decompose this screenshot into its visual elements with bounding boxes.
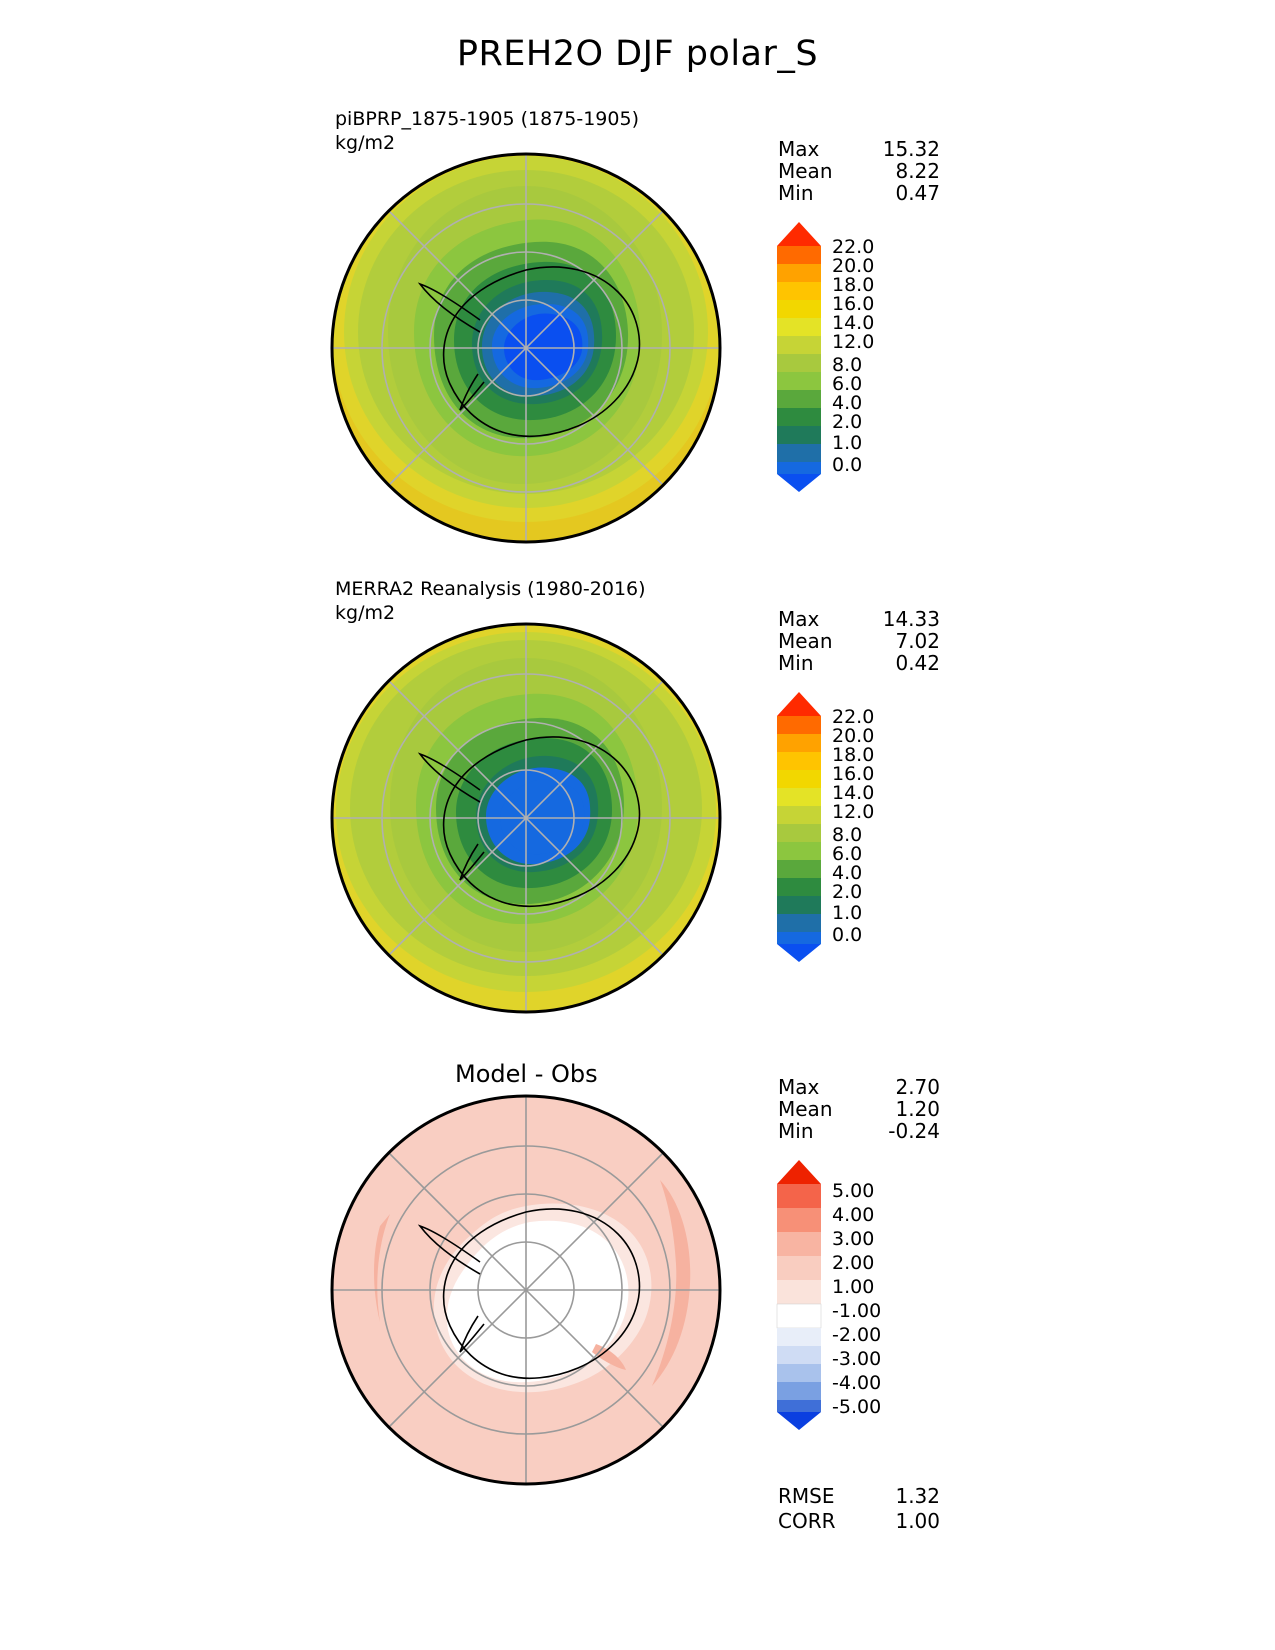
cbar-tick: 1.0	[832, 902, 863, 924]
cbar-tick: 1.0	[832, 432, 863, 454]
stat-mean-label: Mean	[778, 629, 833, 653]
panel-diff-metrics	[778, 1484, 940, 1534]
colorbar-diff-svg[interactable]	[775, 1160, 823, 1430]
polar-map-diff	[330, 1094, 722, 1486]
panel-obs-title: MERRA2 Reanalysis (1980-2016)	[335, 578, 646, 600]
cbar-tick: 2.00	[832, 1252, 875, 1274]
colorbar-diff[interactable]	[775, 1160, 823, 1434]
cbar-tick: -5.00	[832, 1396, 882, 1418]
colorbar-diff-labels	[832, 1160, 912, 1430]
cbar-tick: 0.0	[832, 454, 863, 476]
metric-corr-label: CORR	[778, 1509, 836, 1533]
cbar-tick: -2.00	[832, 1324, 882, 1346]
stat-max-value: 14.33	[882, 607, 940, 631]
cbar-tick: 16.0	[832, 763, 875, 785]
cbar-tick: 8.0	[832, 824, 863, 846]
panel-diff-title: Model - Obs	[455, 1060, 598, 1088]
panel-model-title: piBPRP_1875-1905 (1875-1905)	[335, 108, 639, 130]
cbar-tick: 16.0	[832, 293, 875, 315]
stat-max-value: 2.70	[895, 1075, 940, 1099]
metric-rmse-label: RMSE	[778, 1484, 835, 1508]
stat-min-label: Min	[778, 1119, 814, 1143]
stat-min-label: Min	[778, 181, 814, 205]
cbar-tick: 4.0	[832, 862, 863, 884]
polar-map-diff-svg	[330, 1094, 722, 1486]
panel-model-units: kg/m2	[335, 132, 396, 154]
cbar-tick: 6.0	[832, 843, 863, 865]
panel-diff-stats	[778, 1076, 940, 1142]
metric-corr-value: 1.00	[895, 1509, 940, 1533]
cbar-tick: 12.0	[832, 801, 875, 823]
stat-max-value: 15.32	[882, 137, 940, 161]
stat-mean-value: 1.20	[895, 1097, 940, 1121]
stat-min-row	[778, 1120, 940, 1142]
cbar-tick: -4.00	[832, 1372, 882, 1394]
cbar-tick: 2.0	[832, 411, 863, 433]
map-graticule-diff	[332, 1096, 720, 1484]
cbar-tick: -1.00	[832, 1300, 882, 1322]
stat-mean-label: Mean	[778, 1097, 833, 1121]
cbar-tick: 12.0	[832, 331, 875, 353]
stat-min-value: 0.42	[895, 651, 940, 675]
cbar-tick: 20.0	[832, 255, 875, 277]
panel-obs-units: kg/m2	[335, 602, 396, 624]
stat-min-value: -0.24	[888, 1119, 940, 1143]
stat-min-value: 0.47	[895, 181, 940, 205]
cbar-tick: 8.0	[832, 354, 863, 376]
cbar-tick: 0.0	[832, 924, 863, 946]
cbar-tick: 3.00	[832, 1228, 875, 1250]
stat-mean-value: 8.22	[895, 159, 940, 183]
metric-rmse-row	[778, 1484, 940, 1509]
stat-max-label: Max	[778, 607, 820, 631]
stat-max-label: Max	[778, 137, 820, 161]
stat-mean-label: Mean	[778, 159, 833, 183]
stat-mean-value: 7.02	[895, 629, 940, 653]
cbar-tick: 14.0	[832, 312, 875, 334]
cbar-tick: -3.00	[832, 1348, 882, 1370]
cbar-tick: 2.0	[832, 881, 863, 903]
cbar-tick: 20.0	[832, 725, 875, 747]
page-title: PREH2O DJF polar_S	[456, 34, 819, 74]
cbar-tick: 22.0	[832, 236, 875, 258]
cbar-tick: 14.0	[832, 782, 875, 804]
stat-mean-row	[778, 1098, 940, 1120]
metric-corr-row	[778, 1509, 940, 1534]
metric-rmse-value: 1.32	[895, 1484, 940, 1508]
cbar-tick: 5.00	[832, 1180, 875, 1202]
cbar-tick: 1.00	[832, 1276, 875, 1298]
stat-max-row	[778, 1076, 940, 1098]
stat-min-label: Min	[778, 651, 814, 675]
cbar-tick: 4.0	[832, 392, 863, 414]
cbar-tick: 4.00	[832, 1204, 875, 1226]
stat-max-label: Max	[778, 1075, 820, 1099]
cbar-tick: 22.0	[832, 706, 875, 728]
cbar-tick: 18.0	[832, 744, 875, 766]
cbar-tick: 18.0	[832, 274, 875, 296]
cbar-tick: 6.0	[832, 373, 863, 395]
